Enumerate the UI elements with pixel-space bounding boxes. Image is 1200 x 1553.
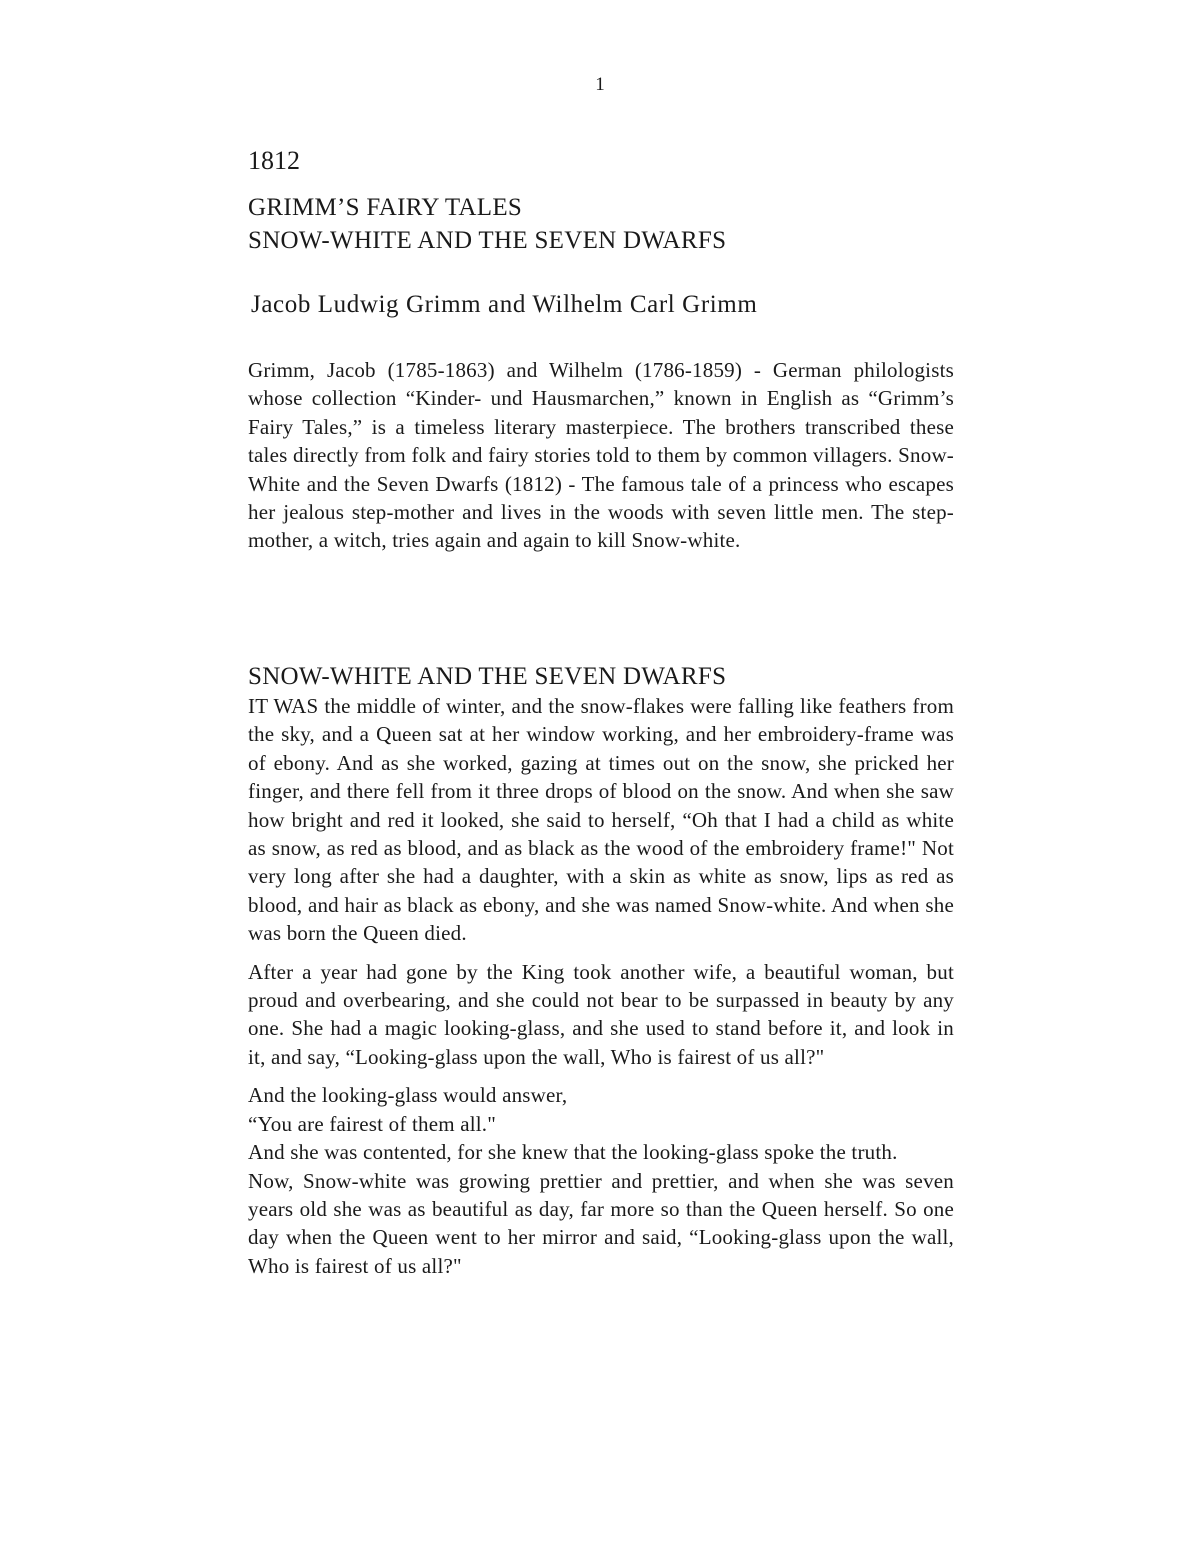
intro-paragraph: Grimm, Jacob (1785-1863) and Wilhelm (1786-1859) - German philologists whose collection “Kinder- und Hausmarchen,” known in English as “Grimm’s Fairy Tales,” is a timeless literary masterpiece. The brothers transcribed these tales directly from folk and fairy stories told to them by common villagers. Snow-White and the Seven Dwarfs (1812) - The famous tale of a princess who escapes her jealous step-mother and lives in the woods with seven little men. The step-mother, a witch, tries again and again to kill Snow-white.	[248, 358, 954, 553]
story-line: And the looking-glass would answer,	[248, 1083, 568, 1108]
story-title: SNOW-WHITE AND THE SEVEN DWARFS	[248, 227, 727, 254]
story-paragraph: IT WAS the middle of winter, and the snow-flakes were falling like feathers from the sky, and a Queen sat at her window working, and her embroidery-frame was of ebony. And as she worked, gazing at times out on the snow, she pricked her finger, and there fell from it three drops of blood on the snow. And when she saw how bright and red it looked, she said to herself, “Oh that I had a child as white as snow, as red as blood, and as black as the wood of the embroidery frame!" Not very long after she had a daughter, with a skin as white as snow, lips as red as blood, and hair as black as ebony, and she was named Snow-white. And when she was born the Queen died.	[248, 694, 954, 946]
story-paragraph: After a year had gone by the King took another wife, a beautiful woman, but proud and overbearing, and she could not bear to be surpassed in beauty by any one. She had a magic looking-glass, and she used to stand before it, and look in it, and say, “Looking-glass upon the wall, Who is fairest of us all?"	[248, 959, 954, 1069]
story-line: “You are fairest of them all."	[248, 1111, 497, 1136]
publication-year: 1812	[248, 146, 300, 175]
collection-title: GRIMM’S FAIRY TALES	[248, 194, 523, 221]
intro-section	[248, 356, 954, 555]
page-number: 1	[595, 74, 605, 95]
story-heading: SNOW-WHITE AND THE SEVEN DWARFS	[248, 663, 727, 690]
story-paragraph: Now, Snow-white was growing prettier and prettier, and when she was seven years old she was as beautiful as day, far more so than the Queen herself. So one day when the Queen went to her mirror and said, “Looking-glass upon the wall, Who is fairest of us all?"	[248, 1168, 954, 1278]
story-paragraph: And she was contented, for she knew that the looking-glass spoke the truth.	[248, 1140, 898, 1165]
authors-line: Jacob Ludwig Grimm and Wilhelm Carl Grimm	[251, 291, 758, 318]
title-block	[248, 191, 726, 257]
story-section	[248, 692, 954, 1280]
